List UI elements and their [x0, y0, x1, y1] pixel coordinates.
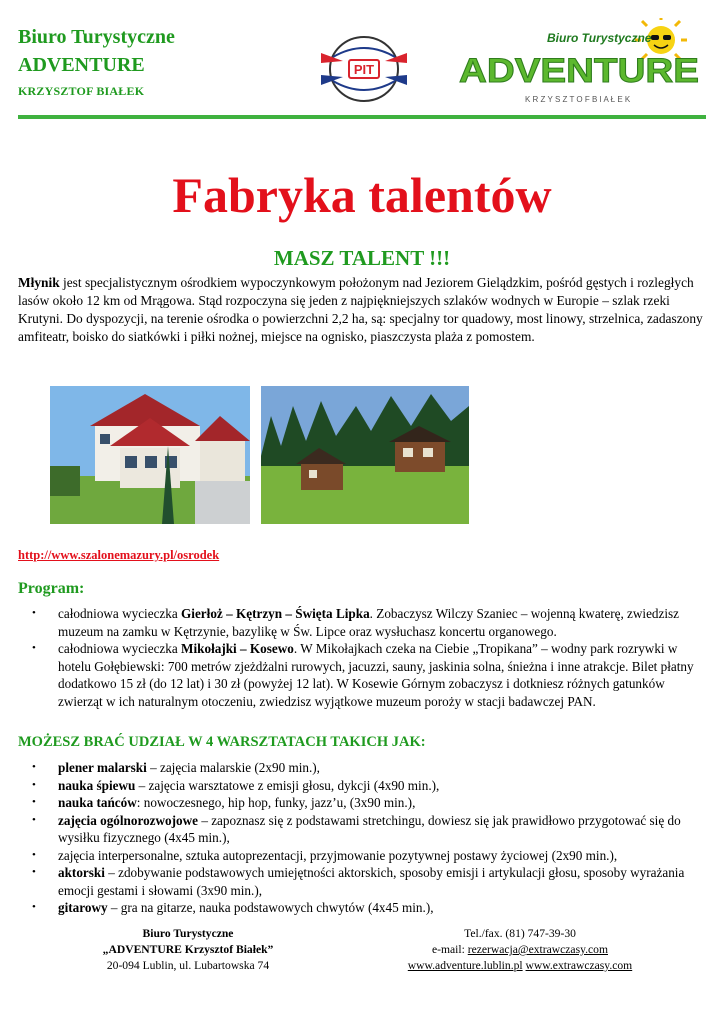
bullet-icon: • — [32, 866, 36, 878]
workshops-heading: MOŻESZ BRAĆ UDZIAŁ W 4 WARSZTATACH TAKICH JAK: — [18, 734, 426, 750]
bullet-icon: • — [32, 813, 36, 826]
footer-company: Biuro Turystyczne — [142, 927, 234, 940]
photo-cabins — [261, 386, 469, 524]
bullet-icon: • — [32, 761, 36, 773]
document-subtitle: MASZ TALENT !!! — [273, 246, 451, 270]
website-link-extrawczasy[interactable]: www.extrawczasy.com — [525, 959, 633, 972]
program-list — [32, 605, 712, 710]
photo-guesthouse — [50, 386, 250, 524]
footer-street: 20-094 Lublin, ul. Lubartowska 74 — [106, 959, 270, 972]
brand-name-adventure: ADVENTURE — [18, 54, 145, 76]
intro-text: jest specjalistycznym ośrodkiem wypoczynkowym położonym nad Jeziorem Gielądzkim, pośród gęstych i rozległych lasów około 12 km od Mrągowa. Stąd rozpoczyna się jeden z najpiękniejszych szlaków wodnych w Europie – szlak rzeki Krutyni. Do dyspozycji, na terenie ośrodka o powierzchni 2,2 ha, są: specjalny tor quadowy, most linowy, strzelnica, zadaszony amfiteatr, boisko do siatkówki i piłki nożnej, miejsce na ognisko, piaszczysta plaża z pomostem. — [18, 275, 703, 344]
list-item: • nauka śpiewu – zajęcia warsztatowe z emisji głosu, dykcji (4x90 min.), — [32, 777, 440, 793]
list-item: • zajęcia interpersonalne, sztuka autoprezentacji, przyjmowanie pozytywnej postawy życiowej (2x90 min.), — [32, 847, 618, 863]
list-item: • zajęcia ogólnorozwojowe – zapoznasz się z podstawami stretchingu, dowiesz się jak prawidłowo przygotować się do wysiłku fizycznego (4x45 min.), — [32, 812, 681, 845]
footer-contact: Tel./fax. (81) 747-39-30 e-mail: rezerwacja@extrawczasy.com www.adventure.lublin.pl www.extrawczasy.com — [400, 926, 640, 974]
website-link-adventure[interactable]: www.adventure.lublin.pl — [407, 959, 523, 972]
intro-paragraph — [18, 274, 708, 346]
footer-address — [88, 926, 288, 974]
list-item: • całodniowa wycieczka Mikołajki – Kosewo. W Mikołajkach czeka na Ciebie „Tropikana” – wodny park rozrywki w hotelu Gołębiewski: 700 metrów zjeżdżalni rurowych, jacuzzi, sauny, jaskinia solna, śnieżna i inne atrakcje. Bilet płatny dodatkowo 15 zł (do 12 lat) i 30 zł (powyżej 12 lat). W Kosewie Górnym zobaczysz i dotkniesz różnych gatunków zwierząt w ich naturalnym otoczeniu, zwiedzisz wyjątkowe muzeum poroży w stacji badawczej PAN. — [32, 641, 694, 709]
brand-owner: KRZYSZTOF BIAŁEK — [18, 84, 145, 98]
list-item: • plener malarski – zajęcia malarskie (2x90 min.), — [32, 760, 320, 775]
bullet-icon: • — [32, 607, 36, 619]
list-item: • aktorski – zdobywanie podstawowych umiejętności aktorskich, sposoby emisji i artykulacji głosu, sposoby wyrażania emocji gestami i słowami (3x90 min.), — [32, 865, 685, 898]
bullet-icon: • — [32, 901, 36, 913]
header-divider — [18, 115, 706, 119]
workshops-list — [32, 759, 712, 917]
document-title: Fabryka talentów — [172, 167, 552, 223]
footer-phone: Tel./fax. (81) 747-39-30 — [464, 927, 576, 940]
brand-name: Biuro Turystyczne — [18, 26, 175, 48]
program-heading: Program: — [18, 580, 85, 597]
pit-logo — [313, 33, 415, 105]
email-link[interactable]: rezerwacja@extrawczasy.com — [467, 943, 608, 956]
svg-text:PIT: PIT — [353, 62, 375, 77]
intro-bold: Młynik — [18, 275, 60, 290]
bullet-icon: • — [32, 796, 36, 808]
svg-text:ADVENTURE: ADVENTURE — [459, 52, 699, 90]
bullet-icon: • — [32, 642, 36, 654]
list-item: • całodniowa wycieczka Gierłoż – Kętrzyn – Święta Lipka. Zobaczysz Wilczy Szaniec – wojenną kwaterę, zwiedzisz muzeum na zamku w Kętrzynie, bazylikę w Św. Lipce oraz wysłuchasz koncertu organowego. — [32, 606, 680, 639]
adventure-logo — [455, 18, 705, 110]
svg-text:Biuro Turystyczne: Biuro Turystyczne — [547, 31, 652, 45]
osrodek-link[interactable]: http://www.szalonemazury.pl/osrodek — [18, 548, 220, 562]
list-item: • nauka tańców: nowoczesnego, hip hop, funky, jazz’u, (3x90 min.), — [32, 795, 416, 810]
list-item: • gitarowy – gra na gitarze, nauka podstawowych chwytów (4x45 min.), — [32, 900, 434, 915]
bullet-icon: • — [32, 848, 36, 861]
footer-company-full: „ADVENTURE Krzysztof Białek” — [102, 943, 274, 956]
svg-text:K R Z Y S Z T O F B I A Ł E: K R Z Y S Z T O F B I A Ł E K — [525, 95, 631, 104]
bullet-icon: • — [32, 778, 36, 791]
